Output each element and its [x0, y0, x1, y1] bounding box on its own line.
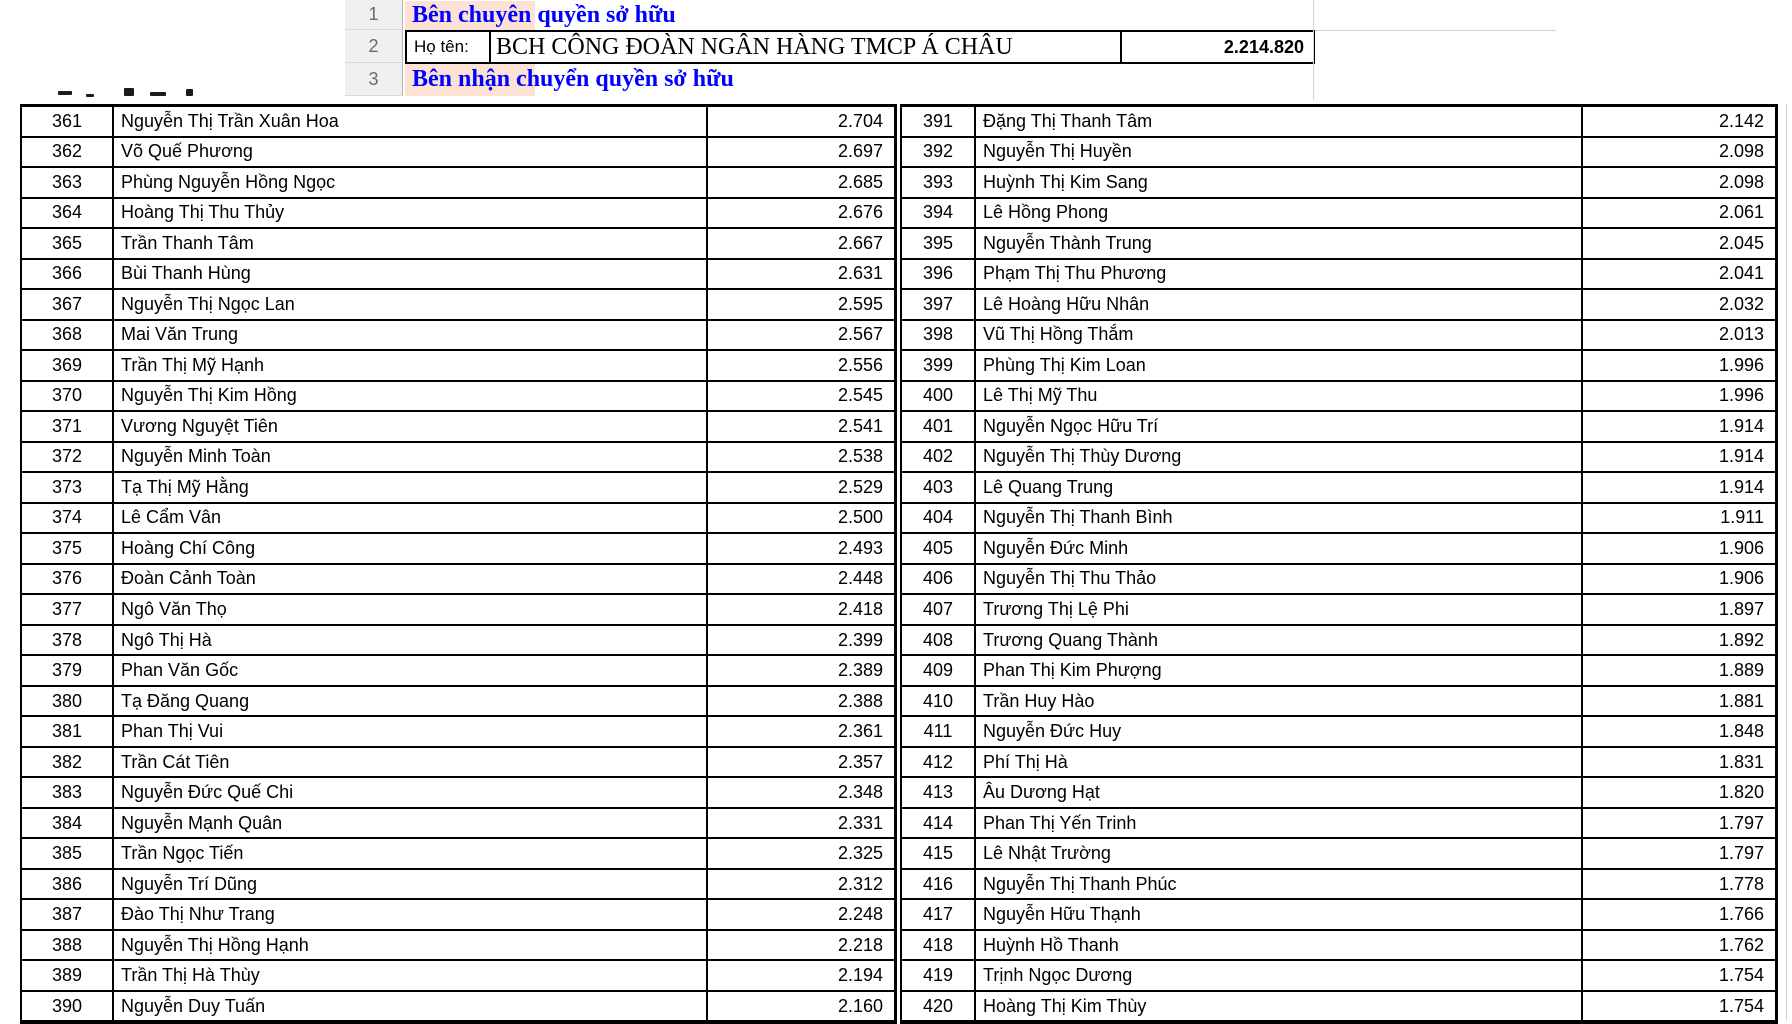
member-value-cell[interactable]: 2.325 — [708, 839, 897, 870]
row-number-cell[interactable]: 418 — [900, 931, 976, 962]
row-number-cell[interactable]: 369 — [20, 351, 114, 382]
member-name-cell[interactable]: Huỳnh Hồ Thanh — [976, 931, 1583, 962]
transferee-title[interactable]: Bên nhận chuyển quyền sở hữu — [412, 65, 734, 92]
transferor-title[interactable]: Bên chuyên quyền sở hữu — [412, 1, 676, 28]
member-name-cell[interactable]: Phan Văn Gốc — [114, 656, 708, 687]
row-number-cell[interactable]: 384 — [20, 809, 114, 840]
member-value-cell[interactable]: 2.545 — [708, 382, 897, 413]
row-number-cell[interactable]: 380 — [20, 687, 114, 718]
member-value-cell[interactable]: 1.996 — [1583, 351, 1778, 382]
member-name-cell[interactable]: Trương Quang Thành — [976, 626, 1583, 657]
right-member-table — [900, 104, 1778, 1022]
member-value-cell[interactable]: 2.045 — [1583, 229, 1778, 260]
member-name-cell[interactable]: Nguyễn Thị Thanh Bình — [976, 504, 1583, 535]
gridline-horizontal-header — [1315, 30, 1556, 31]
member-value-cell[interactable]: 1.778 — [1583, 870, 1778, 901]
row-number-cell[interactable]: 401 — [900, 412, 976, 443]
member-value-cell[interactable]: 1.906 — [1583, 565, 1778, 596]
member-name-cell[interactable]: Trần Thị Mỹ Hạnh — [114, 351, 708, 382]
row-number-cell[interactable]: 419 — [900, 961, 976, 992]
row-number-cell[interactable]: 416 — [900, 870, 976, 901]
member-name-cell[interactable]: Hoàng Chí Công — [114, 534, 708, 565]
row-number-cell[interactable]: 395 — [900, 229, 976, 260]
member-name-cell[interactable]: Nguyễn Thị Trần Xuân Hoa — [114, 107, 708, 138]
row-number-cell[interactable]: 366 — [20, 260, 114, 291]
member-name-cell[interactable]: Trần Ngọc Tiến — [114, 839, 708, 870]
member-value-cell[interactable]: 2.312 — [708, 870, 897, 901]
member-name-cell[interactable]: Nguyễn Thị Huyền — [976, 138, 1583, 169]
member-value-cell[interactable]: 1.914 — [1583, 412, 1778, 443]
member-value-cell[interactable]: 2.388 — [708, 687, 897, 718]
member-value-cell[interactable]: 1.911 — [1583, 504, 1778, 535]
member-name-cell[interactable]: Hoàng Thị Kim Thùy — [976, 992, 1583, 1023]
row-number-cell[interactable]: 412 — [900, 748, 976, 779]
member-value-cell[interactable]: 1.754 — [1583, 961, 1778, 992]
row-number-cell[interactable]: 382 — [20, 748, 114, 779]
truncated-row-fragment — [186, 89, 193, 96]
member-value-cell[interactable]: 1.881 — [1583, 687, 1778, 718]
member-value-cell[interactable]: 2.529 — [708, 473, 897, 504]
member-name-cell[interactable]: Lê Quang Trung — [976, 473, 1583, 504]
member-value-cell[interactable]: 2.704 — [708, 107, 897, 138]
member-value-cell[interactable]: 2.697 — [708, 138, 897, 169]
row-number-cell[interactable]: 415 — [900, 839, 976, 870]
row-number-cell[interactable]: 391 — [900, 107, 976, 138]
member-value-cell[interactable]: 2.032 — [1583, 290, 1778, 321]
member-value-cell[interactable]: 2.676 — [708, 199, 897, 230]
row-number-cell[interactable]: 390 — [20, 992, 114, 1023]
member-name-cell[interactable]: Trịnh Ngọc Dương — [976, 961, 1583, 992]
row-number-cell[interactable]: 371 — [20, 412, 114, 443]
truncated-row-fragment — [150, 92, 166, 96]
row-number-cell[interactable]: 377 — [20, 595, 114, 626]
row-number-cell[interactable]: 386 — [20, 870, 114, 901]
member-value-cell[interactable]: 2.348 — [708, 778, 897, 809]
member-name-cell[interactable]: Huỳnh Thị Kim Sang — [976, 168, 1583, 199]
member-name-cell[interactable]: Lê Hồng Phong — [976, 199, 1583, 230]
row-number-cell[interactable]: 363 — [20, 168, 114, 199]
member-value-cell[interactable]: 2.331 — [708, 809, 897, 840]
row-number-cell[interactable]: 404 — [900, 504, 976, 535]
member-name-cell[interactable]: Bùi Thanh Hùng — [114, 260, 708, 291]
member-name-cell[interactable]: Nguyễn Duy Tuấn — [114, 992, 708, 1023]
member-value-cell[interactable]: 1.766 — [1583, 900, 1778, 931]
member-value-cell[interactable]: 2.418 — [708, 595, 897, 626]
row-number-cell[interactable]: 379 — [20, 656, 114, 687]
row-header-1[interactable]: 1 — [345, 0, 403, 30]
member-value-cell[interactable]: 2.631 — [708, 260, 897, 291]
member-value-cell[interactable]: 1.797 — [1583, 809, 1778, 840]
member-name-cell[interactable]: Lê Cẩm Vân — [114, 504, 708, 535]
member-name-cell[interactable]: Võ Quế Phương — [114, 138, 708, 169]
row-number-cell[interactable]: 397 — [900, 290, 976, 321]
member-value-cell[interactable]: 1.797 — [1583, 839, 1778, 870]
member-value-cell[interactable]: 1.754 — [1583, 992, 1778, 1023]
gridline-vertical-right — [1786, 104, 1787, 1021]
row-number-cell[interactable]: 373 — [20, 473, 114, 504]
row-number-cell[interactable]: 367 — [20, 290, 114, 321]
member-value-cell[interactable]: 2.399 — [708, 626, 897, 657]
row-number-cell[interactable]: 378 — [20, 626, 114, 657]
row-number-cell[interactable]: 392 — [900, 138, 976, 169]
member-value-cell[interactable]: 2.567 — [708, 321, 897, 352]
member-value-cell[interactable]: 2.194 — [708, 961, 897, 992]
member-name-cell[interactable]: Phí Thị Hà — [976, 748, 1583, 779]
member-value-cell[interactable]: 2.538 — [708, 443, 897, 474]
truncated-row-fragment — [86, 94, 94, 97]
row-header-2[interactable]: 2 — [345, 30, 403, 63]
member-name-cell[interactable]: Phùng Thị Kim Loan — [976, 351, 1583, 382]
member-name-cell[interactable]: Trương Thị Lệ Phi — [976, 595, 1583, 626]
left-member-table — [20, 104, 897, 1022]
member-value-cell[interactable]: 1.762 — [1583, 931, 1778, 962]
truncated-row-fragment — [124, 88, 134, 96]
row-number-cell[interactable]: 389 — [20, 961, 114, 992]
member-name-cell[interactable]: Vũ Thị Hồng Thắm — [976, 321, 1583, 352]
row-number-cell[interactable]: 405 — [900, 534, 976, 565]
name-value-cell[interactable]: BCH CÔNG ĐOÀN NGÂN HÀNG TMCP Á CHÂU — [491, 32, 1122, 62]
member-value-cell[interactable]: 1.914 — [1583, 443, 1778, 474]
member-name-cell[interactable]: Hoàng Thị Thu Thủy — [114, 199, 708, 230]
member-name-cell[interactable]: Phạm Thị Thu Phương — [976, 260, 1583, 291]
member-name-cell[interactable]: Đoàn Cảnh Toàn — [114, 565, 708, 596]
member-name-cell[interactable]: Nguyễn Đức Minh — [976, 534, 1583, 565]
member-name-cell[interactable]: Âu Dương Hạt — [976, 778, 1583, 809]
member-name-cell[interactable]: Đào Thị Như Trang — [114, 900, 708, 931]
gridline-vertical-header — [1313, 0, 1314, 100]
row-number-cell[interactable]: 372 — [20, 443, 114, 474]
row-number-cell[interactable]: 406 — [900, 565, 976, 596]
member-name-cell[interactable]: Nguyễn Thị Thanh Phúc — [976, 870, 1583, 901]
member-value-cell[interactable]: 2.541 — [708, 412, 897, 443]
member-name-cell[interactable]: Trần Thanh Tâm — [114, 229, 708, 260]
member-value-cell[interactable]: 2.098 — [1583, 168, 1778, 199]
member-name-cell[interactable]: Trần Thị Hà Thùy — [114, 961, 708, 992]
member-name-cell[interactable]: Nguyễn Thị Thu Thảo — [976, 565, 1583, 596]
row-number-cell[interactable]: 398 — [900, 321, 976, 352]
member-name-cell[interactable]: Ngô Thị Hà — [114, 626, 708, 657]
member-name-cell[interactable]: Tạ Thị Mỹ Hằng — [114, 473, 708, 504]
member-name-cell[interactable]: Lê Hoàng Hữu Nhân — [976, 290, 1583, 321]
row-number-cell[interactable]: 388 — [20, 931, 114, 962]
member-name-cell[interactable]: Nguyễn Thị Thùy Dương — [976, 443, 1583, 474]
member-value-cell[interactable]: 1.996 — [1583, 382, 1778, 413]
member-value-cell[interactable]: 2.357 — [708, 748, 897, 779]
member-value-cell[interactable]: 2.142 — [1583, 107, 1778, 138]
row-number-cell[interactable]: 417 — [900, 900, 976, 931]
row-number-cell[interactable]: 408 — [900, 626, 976, 657]
row-number-cell[interactable]: 400 — [900, 382, 976, 413]
member-value-cell[interactable]: 2.389 — [708, 656, 897, 687]
member-value-cell[interactable]: 2.248 — [708, 900, 897, 931]
member-name-cell[interactable]: Nguyễn Thị Hồng Hạnh — [114, 931, 708, 962]
row-number-cell[interactable]: 383 — [20, 778, 114, 809]
row-number-cell[interactable]: 402 — [900, 443, 976, 474]
transfer-header-row — [405, 30, 1315, 64]
member-name-cell[interactable]: Lê Thị Mỹ Thu — [976, 382, 1583, 413]
row-number-cell[interactable]: 370 — [20, 382, 114, 413]
member-value-cell[interactable]: 2.500 — [708, 504, 897, 535]
row-number-cell[interactable]: 403 — [900, 473, 976, 504]
name-label-cell[interactable]: Họ tên: — [407, 32, 491, 62]
member-value-cell[interactable]: 1.914 — [1583, 473, 1778, 504]
row-number-cell[interactable]: 411 — [900, 717, 976, 748]
member-value-cell[interactable]: 2.685 — [708, 168, 897, 199]
member-name-cell[interactable]: Nguyễn Thị Kim Hồng — [114, 382, 708, 413]
member-value-cell[interactable]: 2.595 — [708, 290, 897, 321]
member-name-cell[interactable]: Phan Thị Vui — [114, 717, 708, 748]
row-number-cell[interactable]: 375 — [20, 534, 114, 565]
member-name-cell[interactable]: Trần Huy Hào — [976, 687, 1583, 718]
member-value-cell[interactable]: 1.897 — [1583, 595, 1778, 626]
member-value-cell[interactable]: 2.041 — [1583, 260, 1778, 291]
row-number-cell[interactable]: 361 — [20, 107, 114, 138]
member-value-cell[interactable]: 1.848 — [1583, 717, 1778, 748]
member-name-cell[interactable]: Phan Thị Yến Trinh — [976, 809, 1583, 840]
amount-cell[interactable]: 2.214.820 — [1223, 36, 1304, 57]
member-name-cell[interactable]: Vương Nguyệt Tiên — [114, 412, 708, 443]
row-number-cell[interactable]: 374 — [20, 504, 114, 535]
member-value-cell[interactable]: 2.667 — [708, 229, 897, 260]
member-name-cell[interactable]: Phan Thị Kim Phượng — [976, 656, 1583, 687]
member-value-cell[interactable]: 1.889 — [1583, 656, 1778, 687]
member-name-cell[interactable]: Nguyễn Hữu Thạnh — [976, 900, 1583, 931]
member-name-cell[interactable]: Nguyễn Mạnh Quân — [114, 809, 708, 840]
member-name-cell[interactable]: Nguyễn Thị Ngọc Lan — [114, 290, 708, 321]
row-number-cell[interactable]: 399 — [900, 351, 976, 382]
member-value-cell[interactable]: 2.218 — [708, 931, 897, 962]
row-number-cell[interactable]: 407 — [900, 595, 976, 626]
row-number-cell[interactable]: 414 — [900, 809, 976, 840]
member-value-cell[interactable]: 2.361 — [708, 717, 897, 748]
member-value-cell[interactable]: 2.448 — [708, 565, 897, 596]
member-value-cell[interactable]: 1.892 — [1583, 626, 1778, 657]
row-number-cell[interactable]: 413 — [900, 778, 976, 809]
row-number-cell[interactable]: 376 — [20, 565, 114, 596]
member-name-cell[interactable]: Lê Nhật Trường — [976, 839, 1583, 870]
member-name-cell[interactable]: Nguyễn Đức Huy — [976, 717, 1583, 748]
member-name-cell[interactable]: Nguyễn Đức Quế Chi — [114, 778, 708, 809]
member-name-cell[interactable]: Trần Cát Tiên — [114, 748, 708, 779]
member-name-cell[interactable]: Phùng Nguyễn Hồng Ngọc — [114, 168, 708, 199]
member-value-cell[interactable]: 2.098 — [1583, 138, 1778, 169]
member-name-cell[interactable]: Nguyễn Thành Trung — [976, 229, 1583, 260]
truncated-row-fragment — [58, 91, 72, 95]
row-number-cell[interactable]: 381 — [20, 717, 114, 748]
row-number-cell[interactable]: 394 — [900, 199, 976, 230]
member-value-cell[interactable]: 2.013 — [1583, 321, 1778, 352]
member-name-cell[interactable]: Mai Văn Trung — [114, 321, 708, 352]
row-number-cell[interactable]: 393 — [900, 168, 976, 199]
row-number-cell[interactable]: 362 — [20, 138, 114, 169]
row-number-cell[interactable]: 420 — [900, 992, 976, 1023]
member-value-cell[interactable]: 2.556 — [708, 351, 897, 382]
row-number-cell[interactable]: 365 — [20, 229, 114, 260]
row-number-cell[interactable]: 385 — [20, 839, 114, 870]
row-number-cell[interactable]: 409 — [900, 656, 976, 687]
row-number-cell[interactable]: 364 — [20, 199, 114, 230]
member-value-cell[interactable]: 2.493 — [708, 534, 897, 565]
member-name-cell[interactable]: Nguyễn Ngọc Hữu Trí — [976, 412, 1583, 443]
member-value-cell[interactable]: 1.831 — [1583, 748, 1778, 779]
row-number-cell[interactable]: 387 — [20, 900, 114, 931]
row-header-3[interactable]: 3 — [345, 63, 403, 96]
member-name-cell[interactable]: Nguyễn Trí Dũng — [114, 870, 708, 901]
row-number-cell[interactable]: 396 — [900, 260, 976, 291]
row-number-cell[interactable]: 410 — [900, 687, 976, 718]
member-value-cell[interactable]: 1.820 — [1583, 778, 1778, 809]
member-name-cell[interactable]: Đặng Thị Thanh Tâm — [976, 107, 1583, 138]
member-name-cell[interactable]: Ngô Văn Thọ — [114, 595, 708, 626]
member-name-cell[interactable]: Tạ Đăng Quang — [114, 687, 708, 718]
member-name-cell[interactable]: Nguyễn Minh Toàn — [114, 443, 708, 474]
row-number-cell[interactable]: 368 — [20, 321, 114, 352]
member-value-cell[interactable]: 1.906 — [1583, 534, 1778, 565]
member-value-cell[interactable]: 2.160 — [708, 992, 897, 1023]
member-value-cell[interactable]: 2.061 — [1583, 199, 1778, 230]
